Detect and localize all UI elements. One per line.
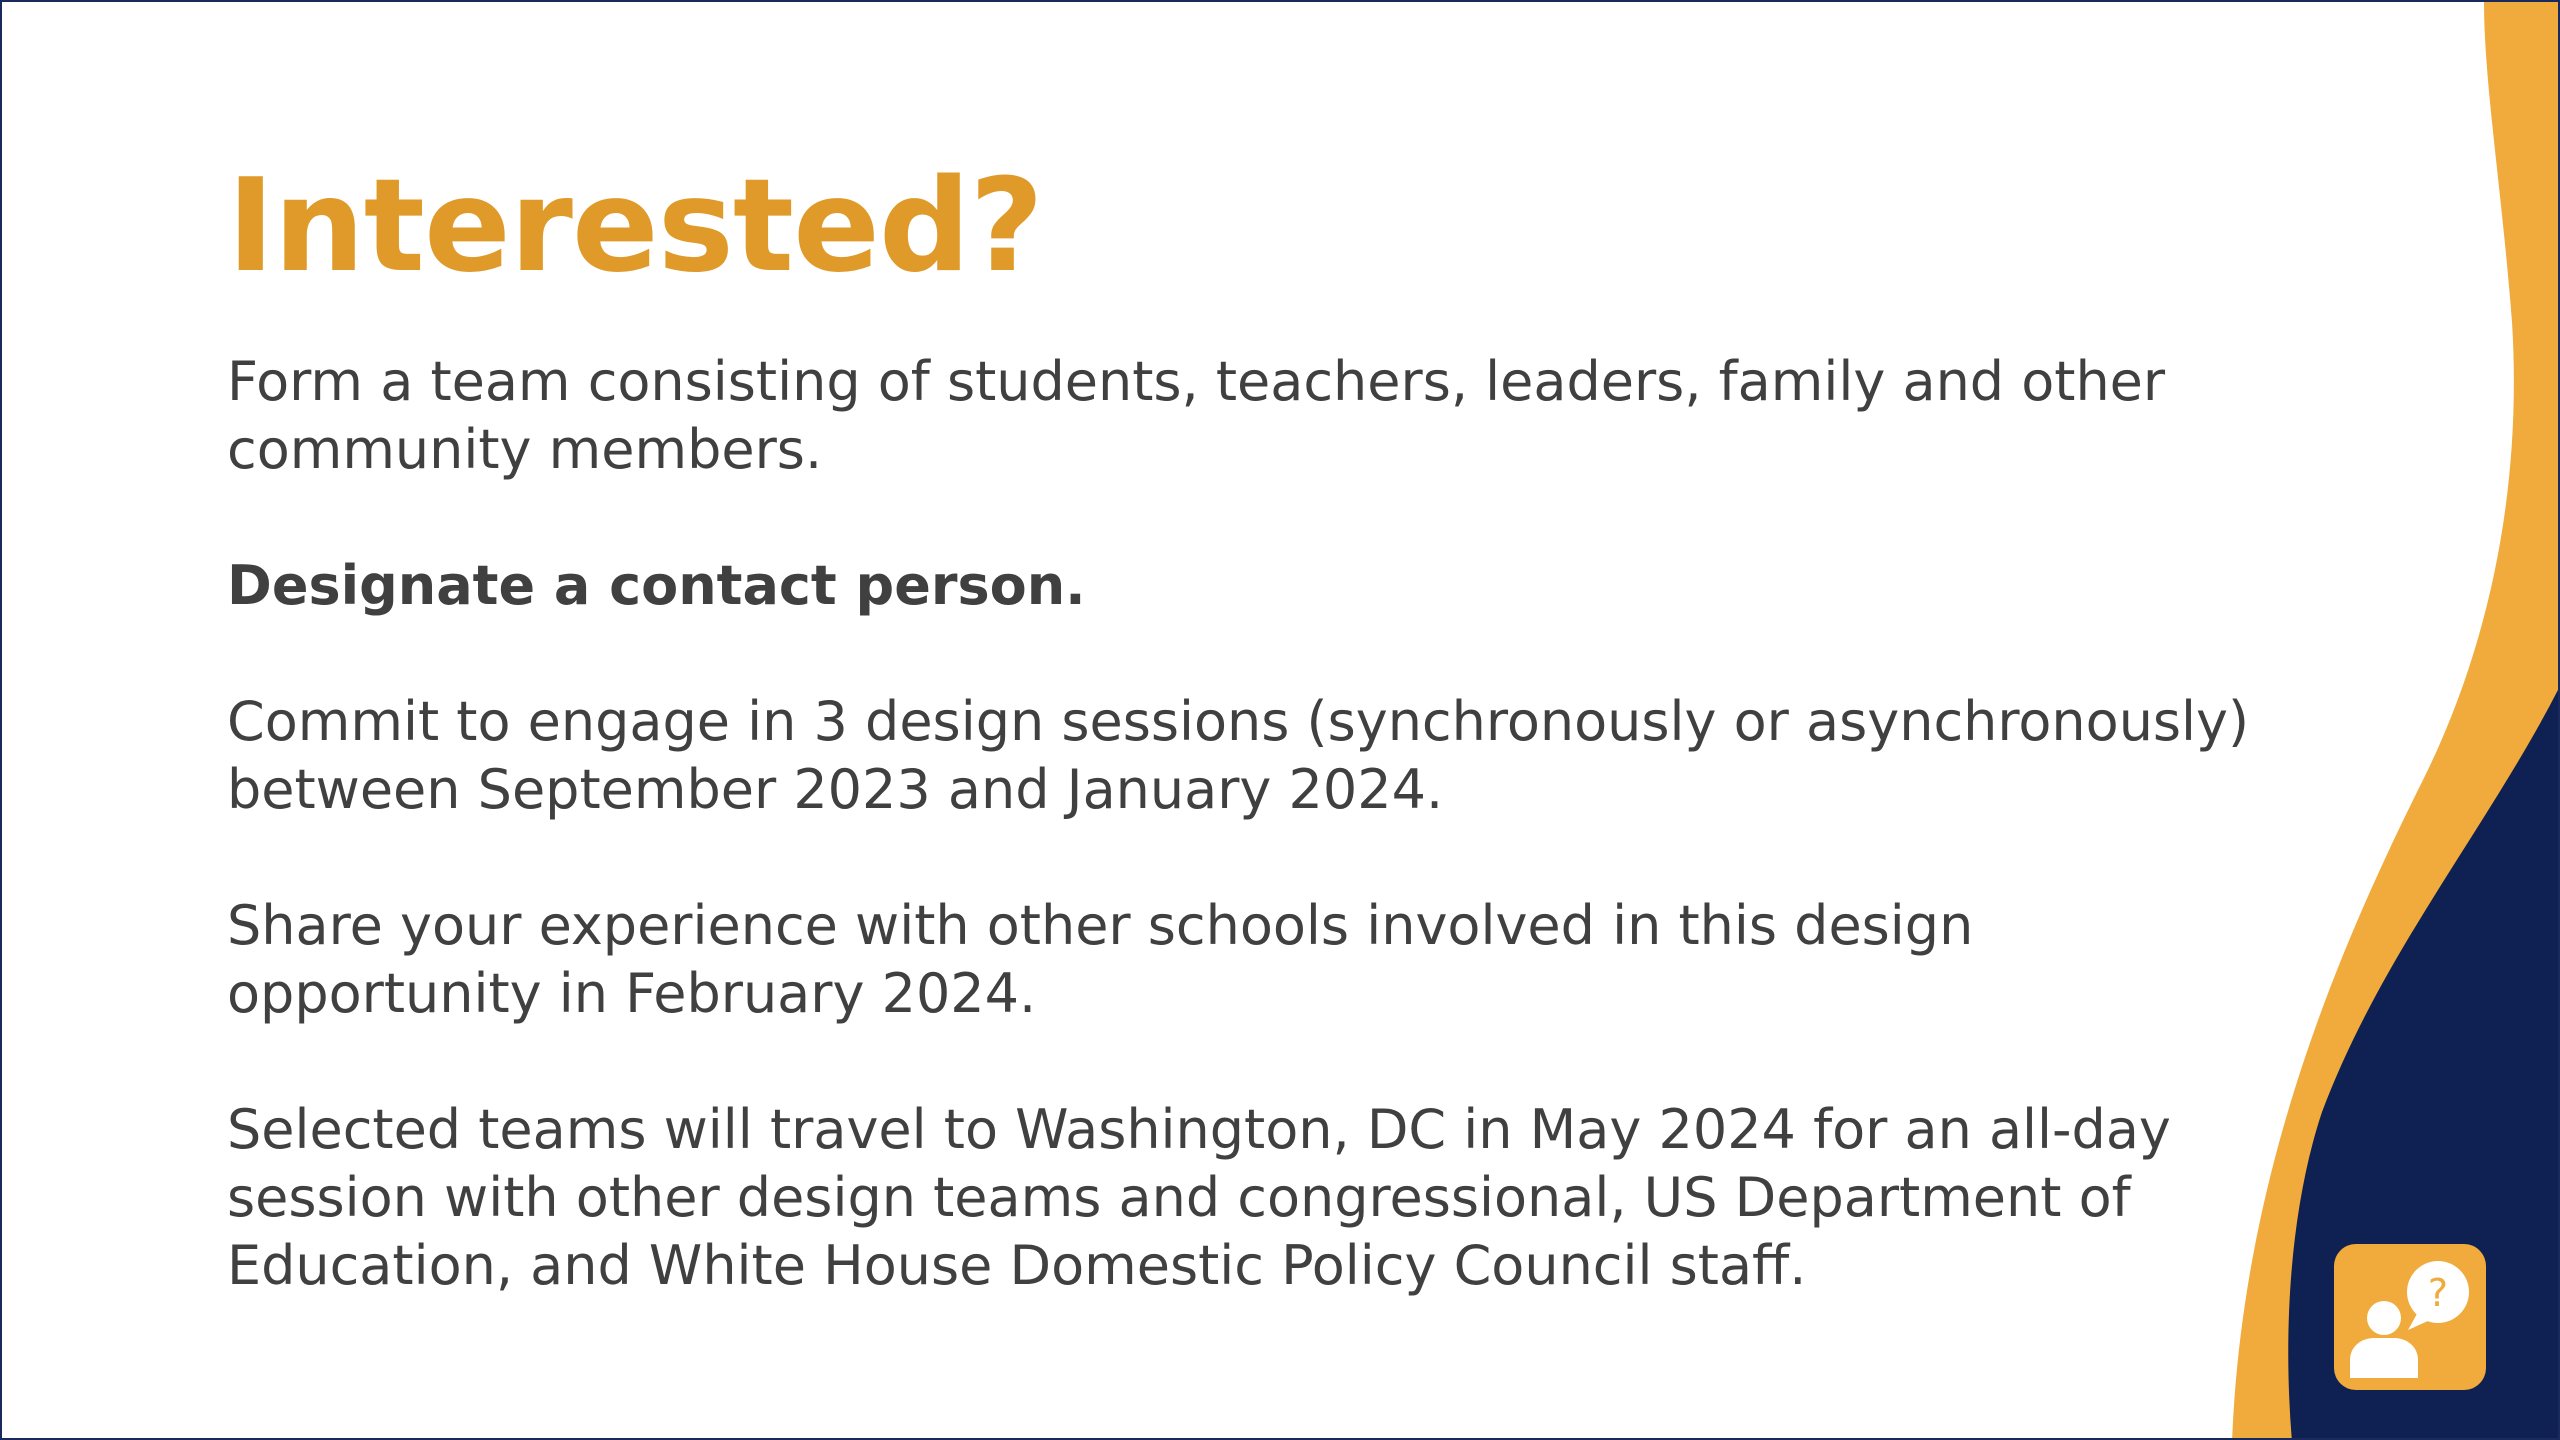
paragraph-designate-contact: Designate a contact person.: [227, 554, 1086, 617]
paragraph-commit-sessions: Commit to engage in 3 design sessions (synchronously or asynchronously) between September 2023 and January 2024.: [227, 690, 2250, 821]
slide-title: Interested?: [227, 152, 1043, 301]
svg-text:?: ?: [2427, 1271, 2449, 1315]
slide-content: [227, 152, 2277, 1300]
paragraph-share-experience: Share your experience with other schools involved in this design opportunity in February 2024.: [227, 894, 1974, 1025]
paragraph-selected-teams: Selected teams will travel to Washington, DC in May 2024 for an all-day session with other design teams and congressional, US Department of Education, and White House Domestic Policy Council staff.: [227, 1098, 2171, 1297]
person-question-chat-icon: [2334, 1244, 2486, 1390]
paragraph-form-team: Form a team consisting of students, teachers, leaders, family and other community members.: [227, 350, 2166, 481]
